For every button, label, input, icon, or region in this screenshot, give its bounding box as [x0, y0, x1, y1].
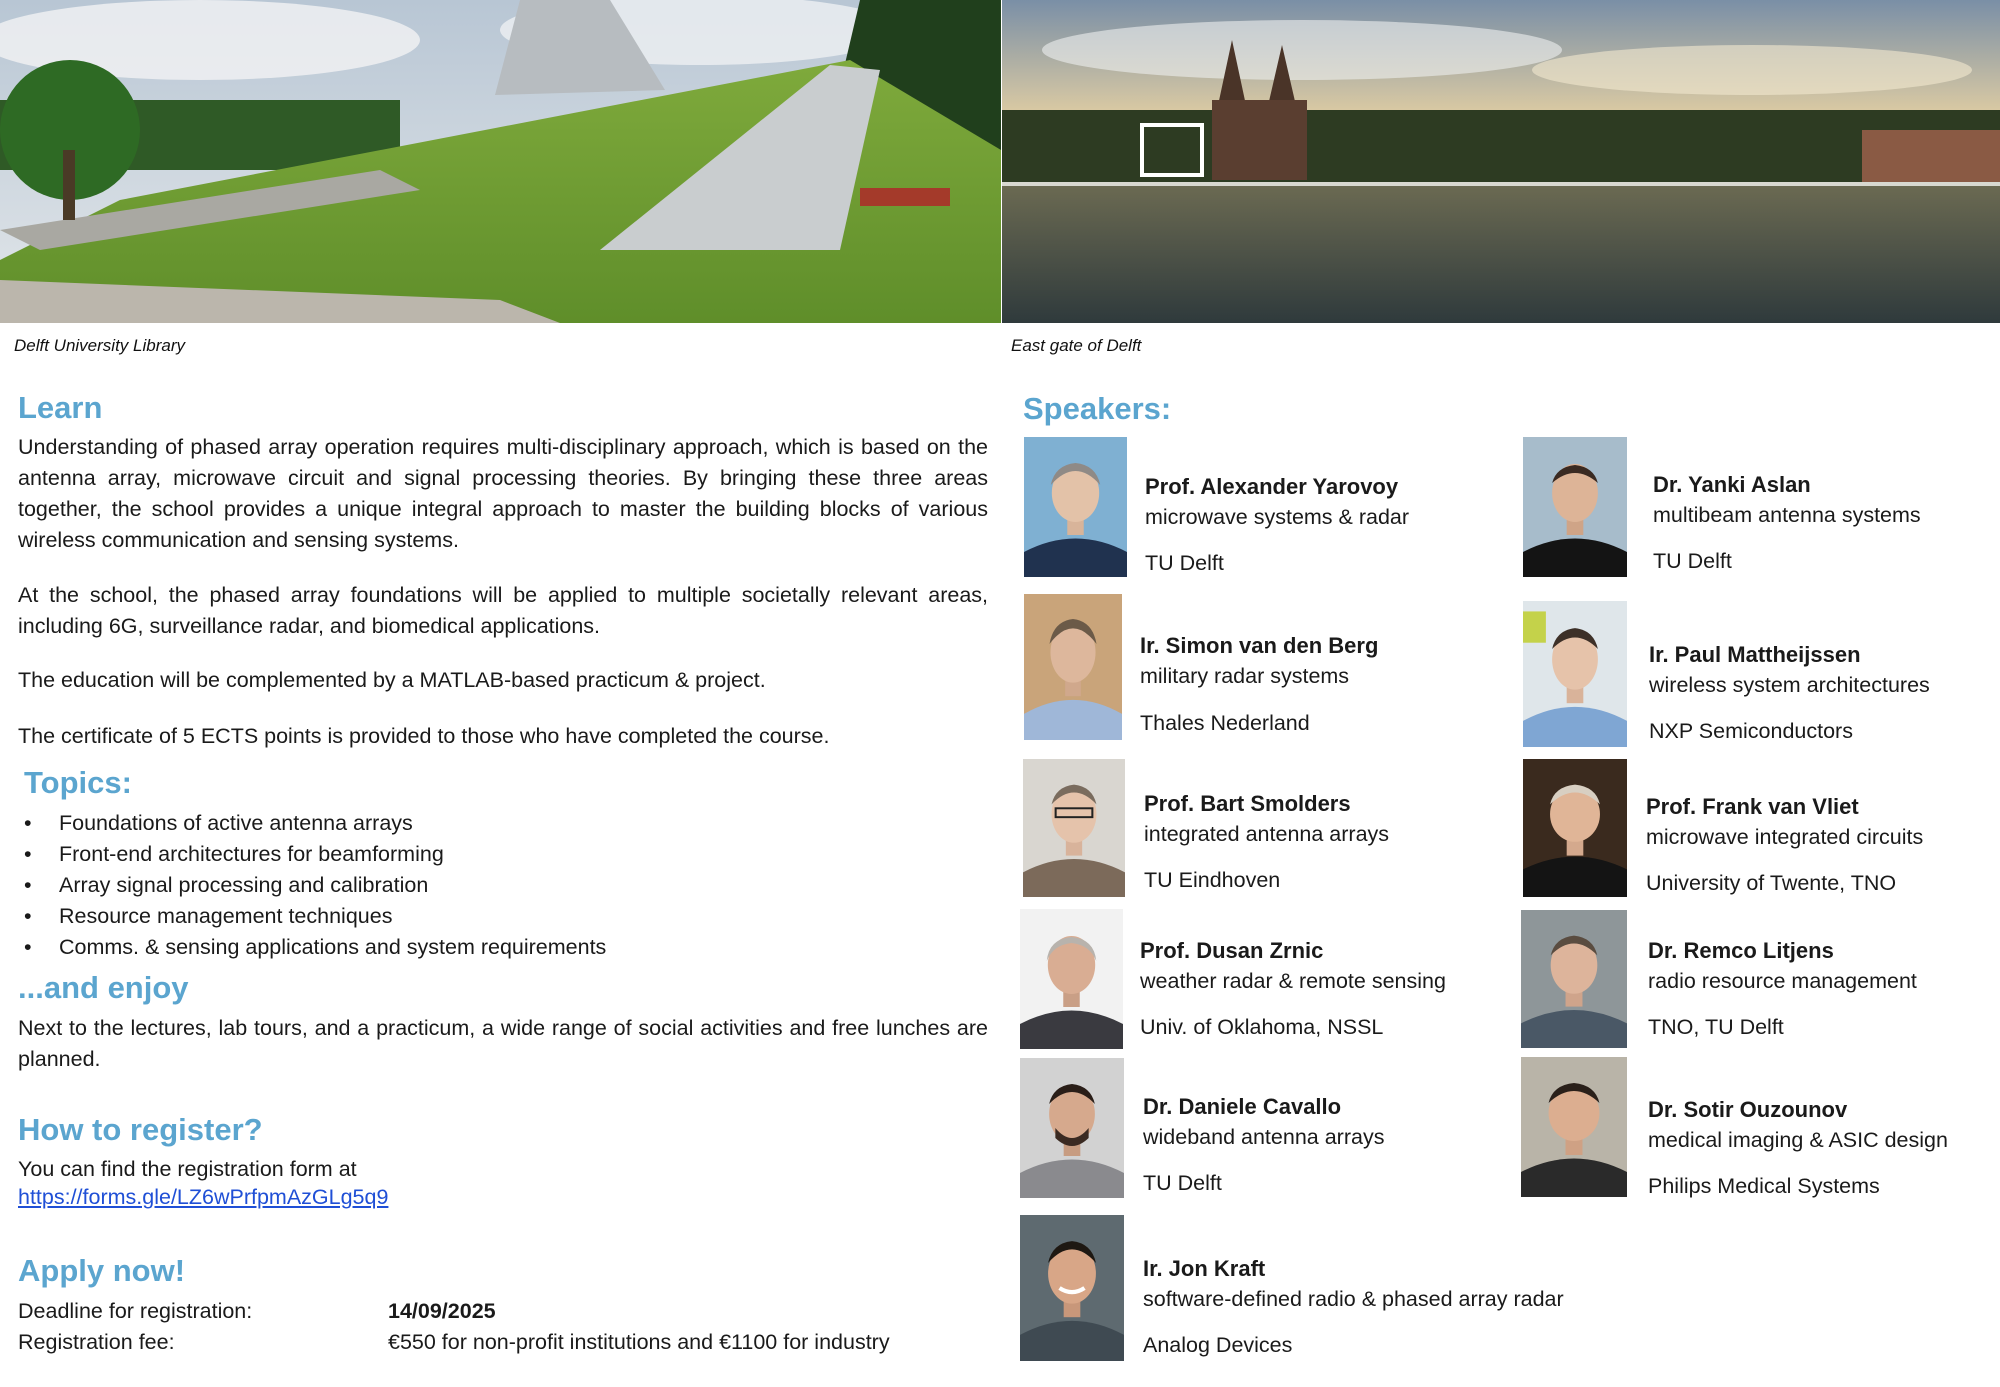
learn-paragraph-1: Understanding of phased array operation requires multi-disciplinary approach, which is based on the antenna array, microwave circuit and signal processing theories. By bringing these three areas together, the school provides a unique integral approach to master the building blocks of various wireless communication and sensing systems.: [18, 435, 988, 552]
bullet-icon: •: [24, 842, 32, 866]
fee-value: €550 for non-profit institutions and €1100 for industry: [388, 1330, 890, 1354]
speaker-name: Prof. Bart Smolders: [1144, 791, 1351, 816]
fee-label: Registration fee:: [18, 1330, 175, 1354]
speaker-portrait: [1523, 437, 1627, 577]
list-item: [18, 839, 606, 870]
speaker-name: Prof. Dusan Zrnic: [1140, 938, 1324, 963]
photo-caption-library: Delft University Library: [14, 336, 185, 355]
topic-text: Foundations of active antenna arrays: [59, 811, 413, 835]
library-photo: [0, 0, 1001, 323]
speaker-topic: wideband antenna arrays: [1143, 1125, 1385, 1149]
learn-paragraph-2: At the school, the phased array foundations will be applied to multiple societally relevant areas, including 6G, surveillance radar, and biomedical applications.: [18, 583, 988, 638]
photo-caption-east-gate: East gate of Delft: [1011, 336, 1142, 355]
speaker-topic: microwave systems & radar: [1145, 505, 1410, 529]
speaker-affiliation: Thales Nederland: [1140, 711, 1310, 735]
speaker-affiliation: TU Delft: [1653, 549, 1732, 573]
speaker-portrait: [1020, 909, 1123, 1049]
speaker-portrait: [1020, 1058, 1124, 1198]
bullet-icon: •: [24, 935, 32, 959]
deadline-label: Deadline for registration:: [18, 1299, 253, 1323]
enjoy-heading: ...and enjoy: [18, 970, 189, 1005]
speaker-portrait: [1024, 594, 1122, 740]
speaker-topic: military radar systems: [1140, 664, 1350, 688]
speaker-affiliation: Univ. of Oklahoma, NSSL: [1140, 1015, 1384, 1039]
speaker-topic: software-defined radio & phased array radar: [1143, 1287, 1564, 1311]
speaker-affiliation: TU Eindhoven: [1144, 868, 1281, 892]
topics-list: [18, 808, 606, 963]
learn-paragraph-3: The education will be complemented by a MATLAB-based practicum & project.: [18, 668, 766, 692]
speakers-heading: Speakers:: [1023, 391, 1172, 426]
speaker-name: Dr. Remco Litjens: [1648, 938, 1834, 963]
speaker-topic: wireless system architectures: [1649, 673, 1930, 697]
deadline-value: 14/09/2025: [388, 1299, 496, 1323]
speaker-name: Dr. Yanki Aslan: [1653, 472, 1811, 497]
speaker-name: Prof. Frank van Vliet: [1646, 794, 1859, 819]
bullet-icon: •: [24, 811, 32, 835]
speaker-portrait: [1020, 1215, 1124, 1361]
speaker-name: Prof. Alexander Yarovoy: [1145, 474, 1399, 499]
speaker-topic: weather radar & remote sensing: [1140, 969, 1446, 993]
speaker-name: Ir. Simon van den Berg: [1140, 633, 1379, 658]
register-heading: How to register?: [18, 1112, 263, 1147]
speaker-topic: medical imaging & ASIC design: [1648, 1128, 1948, 1152]
speaker-affiliation: TU Delft: [1143, 1171, 1222, 1195]
speaker-topic: microwave integrated circuits: [1646, 825, 1924, 849]
speaker-portrait: [1523, 601, 1627, 747]
register-text: You can find the registration form at: [18, 1157, 357, 1181]
topic-text: Front-end architectures for beamforming: [59, 842, 444, 866]
speaker-affiliation: University of Twente, TNO: [1646, 871, 1897, 895]
topic-text: Array signal processing and calibration: [59, 873, 429, 897]
list-item: [18, 808, 606, 839]
enjoy-text: Next to the lectures, lab tours, and a practicum, a wide range of social activities and free lunches are planned.: [18, 1016, 988, 1071]
speaker-portrait: [1521, 1057, 1627, 1197]
speaker-affiliation: NXP Semiconductors: [1649, 719, 1853, 743]
learn-heading: Learn: [18, 390, 103, 425]
speaker-topic: radio resource management: [1648, 969, 1917, 993]
speaker-affiliation: Philips Medical Systems: [1648, 1174, 1880, 1198]
speaker-topic: integrated antenna arrays: [1144, 822, 1390, 846]
registration-form-link[interactable]: https://forms.gle/LZ6wPrfpmAzGLg5q9: [18, 1185, 389, 1209]
speaker-name: Dr. Sotir Ouzounov: [1648, 1097, 1848, 1122]
topic-text: Comms. & sensing applications and system requirements: [59, 935, 607, 959]
speaker-affiliation: TNO, TU Delft: [1648, 1015, 1784, 1039]
speaker-affiliation: TU Delft: [1145, 551, 1224, 575]
speaker-name: Dr. Daniele Cavallo: [1143, 1094, 1342, 1119]
speaker-portrait: [1024, 437, 1127, 577]
bullet-icon: •: [24, 873, 32, 897]
speaker-portrait: [1521, 910, 1627, 1048]
list-item: [18, 901, 606, 932]
speaker-topic: multibeam antenna systems: [1653, 503, 1921, 527]
topic-text: Resource management techniques: [59, 904, 393, 928]
topics-heading: Topics:: [24, 765, 132, 800]
east-gate-photo: [1002, 0, 2000, 323]
speaker-portrait: [1023, 759, 1125, 897]
speaker-affiliation: Analog Devices: [1143, 1333, 1293, 1357]
list-item: [18, 932, 606, 963]
bullet-icon: •: [24, 904, 32, 928]
deadline-row: [18, 1296, 496, 1327]
speaker-portrait: [1523, 759, 1627, 897]
speaker-name: Ir. Jon Kraft: [1143, 1256, 1266, 1281]
learn-paragraph-4: The certificate of 5 ECTS points is provided to those who have completed the course.: [18, 724, 830, 748]
speaker-name: Ir. Paul Mattheijssen: [1649, 642, 1861, 667]
list-item: [18, 870, 606, 901]
apply-heading: Apply now!: [18, 1253, 186, 1288]
fee-row: [18, 1327, 890, 1358]
